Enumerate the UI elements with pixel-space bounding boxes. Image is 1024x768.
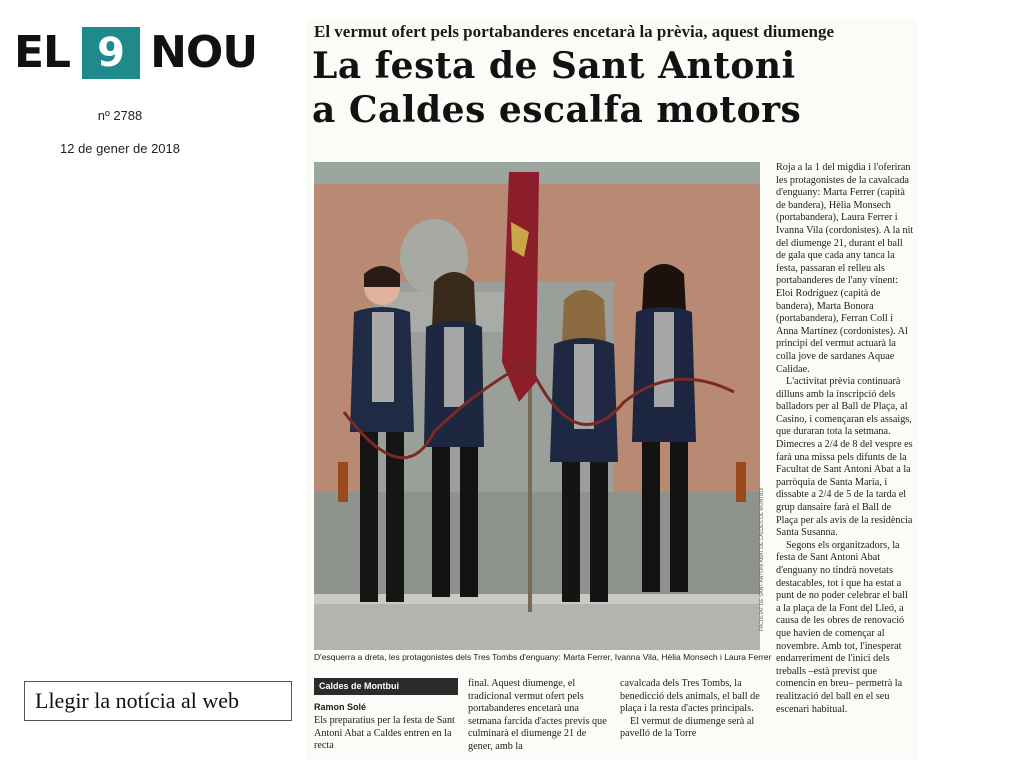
column-3-paragraph-1: cavalcada dels Tres Tombs, la benedicció dels animals, el ball de plaça i la resta d'actes principals.: [620, 678, 760, 715]
column-2-text: final. Aquest diumenge, el tradicional vermut ofert pels portabanderes encetarà una setmana farcida d'actes previs que culminarà el diumenge 21 de gener, amb la: [468, 678, 607, 752]
right-paragraph-1: Roja a la 1 del migdia i l'oferiran les protagonistes de la cavalcada d'enguany: Marta Ferrer (capità de bandera), Hèlia Monsech (portabandera), Laura Ferrer i Ivanna Vila (cordonistes). A la nit del diumenge 21, durant el ball de gala que cada any tanca la festa, passaran el relleu als portabanderes de l'any vinent: Eloi Rodríguez (capità de bandera), Marta Bonora (portabandera), Ferran Coll i Anna Martínez (cordonistes). Al principi del vermut actuarà la colla jove de sardanes Aquae Calidae.: [776, 162, 914, 375]
article-column-right: [776, 162, 914, 716]
logo-word-nou: NOU: [150, 27, 258, 78]
photo-illustration: [314, 162, 760, 650]
column-1-text: Els preparatius per la festa de Sant Antoni Abat a Caldes entren en la recta: [314, 715, 455, 752]
article-kicker: El vermut ofert pels portabanderes encetarà la prèvia, aquest diumenge: [314, 22, 835, 41]
article-photo: [314, 162, 760, 650]
headline-line-2: a Caldes escalfa motors: [312, 89, 802, 131]
photo-credit: [752, 338, 764, 638]
photo-caption: D'esquerra a dreta, les protagonistes dels Tres Tombs d'enguany: Marta Ferrer, Ivanna Vila, Hèlia Monsech i Laura Ferrer: [314, 652, 772, 662]
logo-word-el: EL: [14, 27, 71, 78]
issue-number: nº 2788: [97, 108, 143, 123]
right-paragraph-3: Segons els organitzadors, la festa de Sant Antoni Abat d'enguany no tindrà novetats destacables, tot i que ha estat a punt de no poder celebrar el ball a la plaça de la Font del Lleó, a causa de les obres de renovació que havien de començar al novembre. Amb tot, l'inesperat endarreriment de l'inici dels treballs –està previst que comencin en breu– permetrà la realització del ball en el seu escenari habitual.: [776, 539, 908, 715]
article-author: Ramon Solé: [314, 701, 367, 712]
headline-line-1: La festa de Sant Antoni: [312, 45, 796, 87]
article-column-1: [314, 678, 458, 753]
article-column-3: [620, 678, 760, 741]
photo-credit-text: FACULTAT DE SANT ANTONI ABAT DE CALDES DE MONTBUI: [759, 487, 765, 631]
section-tag: Caldes de Montbui: [314, 678, 458, 695]
issue-date: 12 de gener de 2018: [60, 141, 180, 156]
column-3-paragraph-2: El vermut de diumenge serà al pavelló de la Torre: [620, 715, 755, 740]
article-column-2: [468, 678, 608, 754]
newspaper-clipping: [306, 18, 918, 760]
right-paragraph-2: L'activitat prèvia continuarà dilluns amb la inscripció dels balladors per al Ball de Plaça, al Casino, i començaran els assaigs, que duraran tota la setmana. Dimecres a 2/4 de 8 del vespre es farà una missa pels difunts de la Facultat de Sant Antoni Abat a la parròquia de Santa Maria, i dissabte a 2/4 de 5 de la tarda el grup dansaire farà el Ball de Plaça per als avis de la residència Santa Susanna.: [776, 376, 913, 539]
article-headline: [312, 44, 912, 132]
logo-number-box: 9: [82, 27, 140, 79]
masthead-logo: [14, 26, 257, 80]
read-news-on-web-link[interactable]: Llegir la notícia al web: [24, 681, 292, 721]
